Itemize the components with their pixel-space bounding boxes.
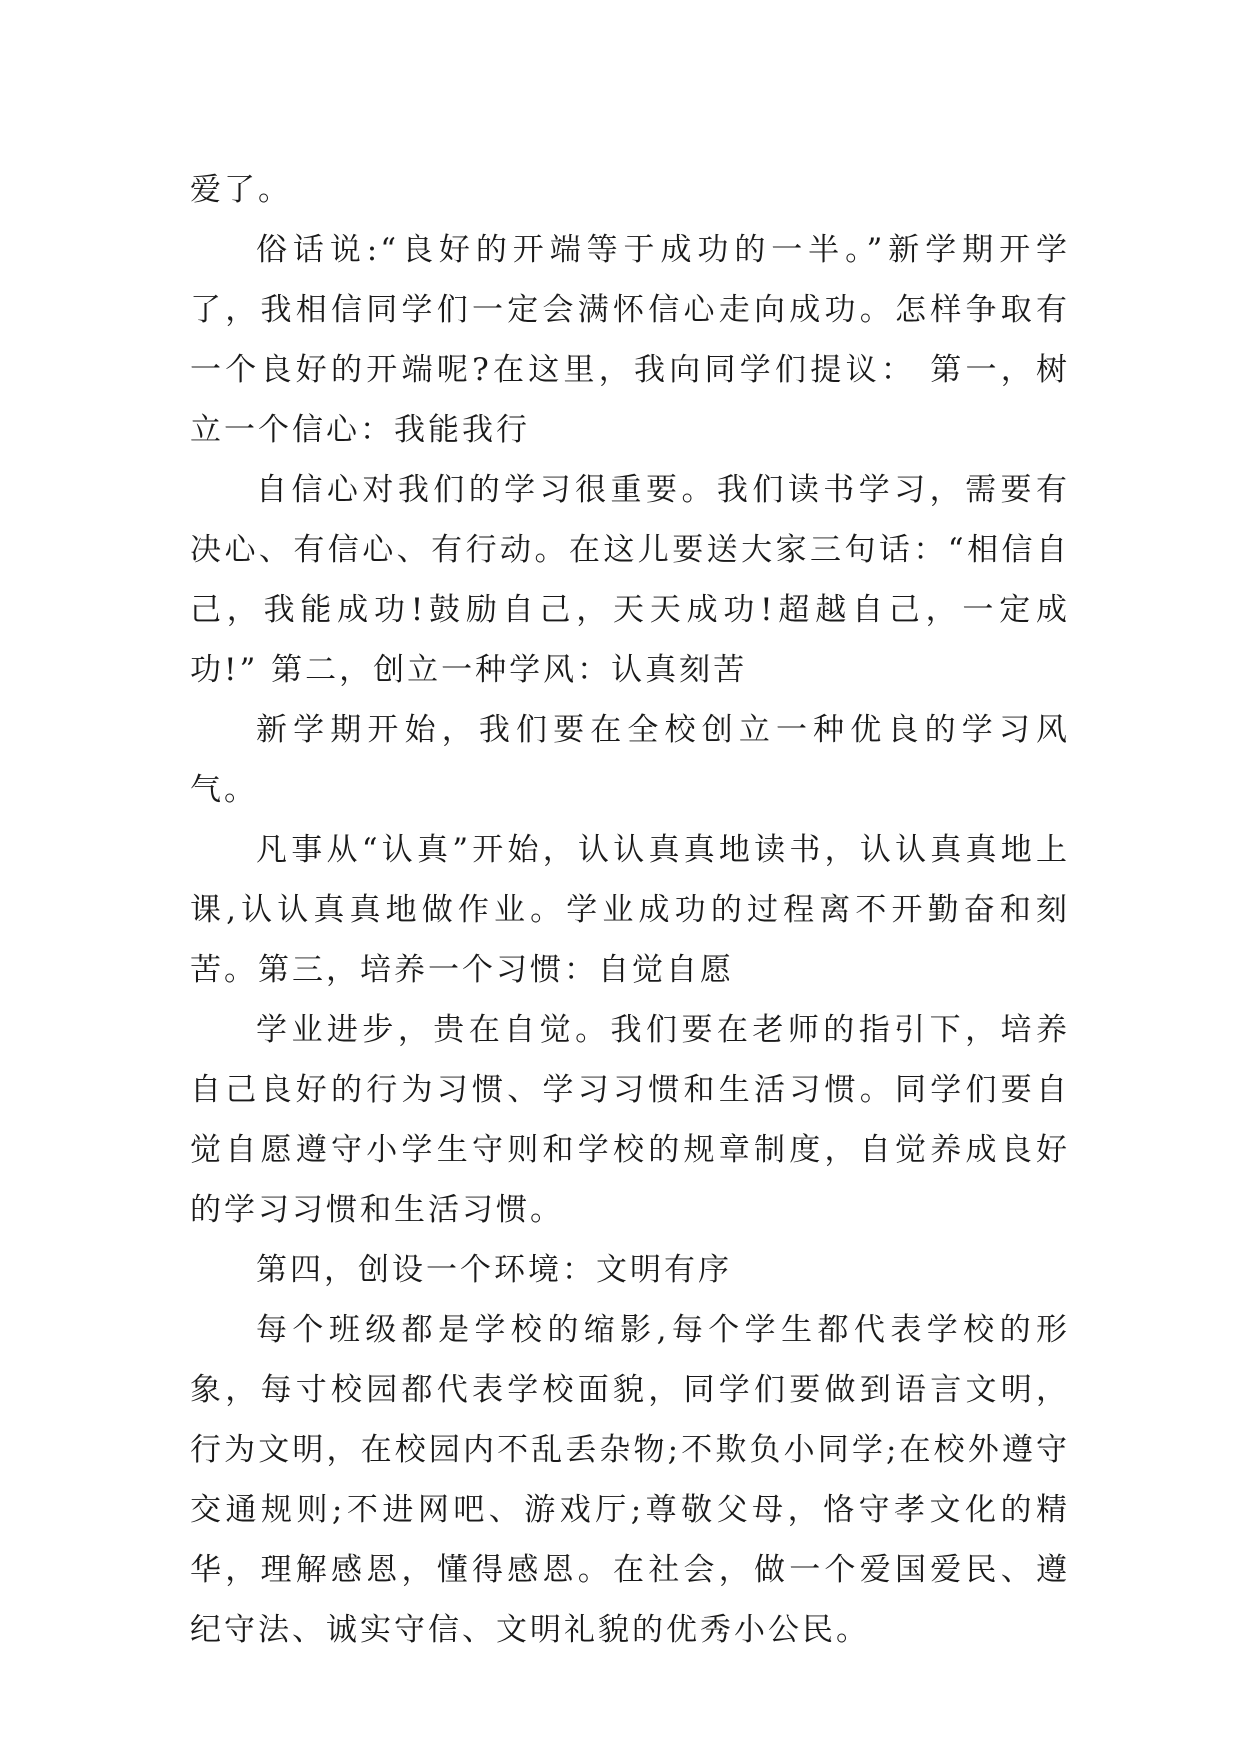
paragraph-1: 爱了。 [190, 172, 292, 208]
paragraph-8: 每个班级都是学校的缩影,每个学生都代表学校的形象，每寸校园都代表学校面貌，同学们要做到语言文明，行为文明，在校园内不乱丢杂物;不欺负小同学;在校外遵守交通规则;不进网吧、游戏厅;尊敬父母，恪守孝文化的精华，理解感恩，懂得感恩。在社会，做一个爱国爱民、遵纪守法、诚实守信、文明礼貌的优秀小公民。 [190, 1312, 1070, 1648]
paragraph-4: 新学期开始，我们要在全校创立一种优良的学习风气。 [190, 712, 1070, 808]
paragraph-5: 凡事从“认真”开始，认认真真地读书，认认真真地上课,认认真真地做作业。学业成功的过程离不开勤奋和刻苦。第三，培养一个习惯：自觉自愿 [190, 832, 1070, 988]
paragraph-3: 自信心对我们的学习很重要。我们读书学习，需要有决心、有信心、有行动。在这儿要送大家三句话：“相信自己，我能成功!鼓励自己，天天成功!超越自己，一定成功!” 第二，创立一种学风：认真刻苦 [190, 472, 1070, 688]
paragraph-7: 第四，创设一个环境：文明有序 [256, 1252, 732, 1288]
paragraph-6: 学业进步，贵在自觉。我们要在老师的指引下，培养自己良好的行为习惯、学习习惯和生活习惯。同学们要自觉自愿遵守小学生守则和学校的规章制度，自觉养成良好的学习习惯和生活习惯。 [190, 1012, 1070, 1228]
document-body [190, 160, 1070, 1660]
paragraph-2: 俗话说:“良好的开端等于成功的一半。”新学期开学了，我相信同学们一定会满怀信心走向成功。怎样争取有一个良好的开端呢?在这里，我向同学们提议： 第一，树立一个信心：我能我行 [190, 232, 1070, 448]
